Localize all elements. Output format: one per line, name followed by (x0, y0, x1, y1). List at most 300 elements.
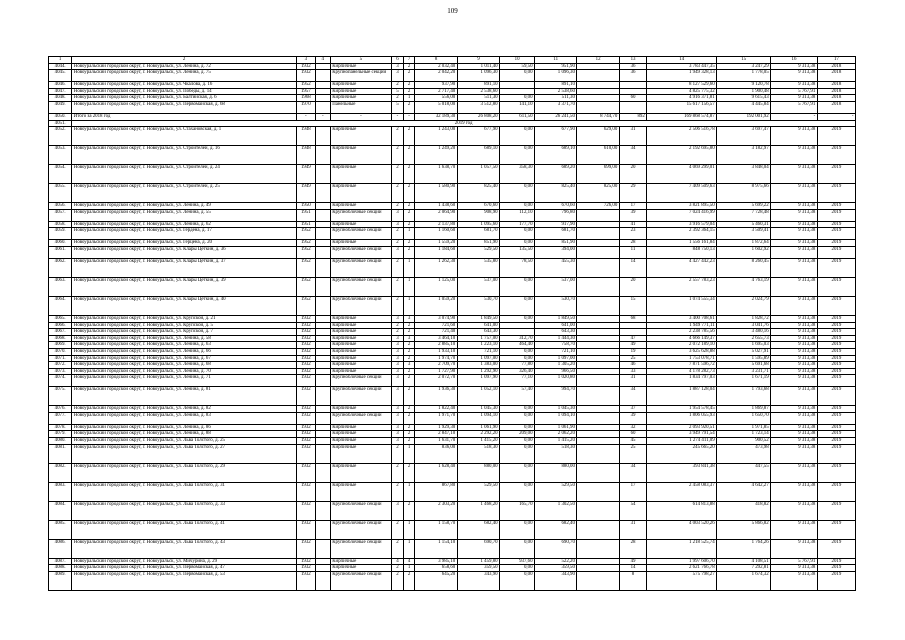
table-cell: 1932 (296, 565, 315, 572)
table-cell: 575 798,27 (647, 571, 717, 590)
table-cell: 2 (403, 387, 415, 406)
table-cell (315, 348, 330, 355)
table-cell: 4 (315, 57, 330, 64)
table-cell (315, 221, 330, 228)
table-cell: Крупноблочные секции (330, 501, 391, 520)
table-cell: 1 822,40 (415, 406, 457, 413)
table-cell: 4076. (49, 406, 72, 413)
table-cell: 2 (392, 146, 404, 165)
table-row (49, 246, 856, 258)
table-cell: Крупноблочные секции (330, 412, 391, 424)
table-cell: 1 302,50 (535, 501, 577, 520)
table-cell: 529,50 (457, 246, 499, 258)
table-row (49, 355, 856, 362)
table-cell: 2019 (817, 375, 855, 387)
table-cell: 1 095,60 (457, 221, 499, 228)
table-cell: 1 097,90 (457, 375, 499, 387)
table-cell: Новоуральский городской округ, г. Новоуральск, ул. Клары Цеткин, д. 37 (72, 258, 297, 277)
table-cell: 7 024 416,99 (647, 209, 717, 221)
table-cell: 358,30 (500, 165, 535, 184)
table-cell (577, 329, 619, 336)
table-cell: 2019 (817, 558, 855, 565)
table-cell: 689,10 (457, 146, 499, 165)
table-cell: 9 313,38 (771, 82, 818, 89)
table-cell: 1932 (296, 368, 315, 375)
table-cell: 394,00 (535, 246, 577, 258)
table-cell: 36 (619, 70, 647, 82)
table-cell: 4063. (49, 277, 72, 296)
table-cell: 2 (403, 329, 415, 336)
table-cell: 3 (392, 431, 404, 438)
table-cell: 4 825 775,32 (647, 88, 717, 95)
table-cell: 2 072,70 (415, 375, 457, 387)
table-cell: 721,60 (415, 322, 457, 329)
table-cell: 9 313,38 (771, 348, 818, 355)
table-cell: 4 642,27 (717, 482, 771, 501)
table-cell: 2 (392, 127, 404, 146)
table-cell: 2 (392, 184, 404, 203)
table-cell (577, 565, 619, 572)
table-cell: 4050. (49, 113, 72, 120)
table-cell: 1 628,40 (415, 463, 457, 482)
table-cell: 2019 (817, 539, 855, 558)
table-row (49, 362, 856, 369)
table-cell (577, 520, 619, 539)
table-cell: 2 (403, 184, 415, 203)
table-cell: Кирпичные (330, 431, 391, 438)
table-cell: 699,00 (577, 165, 619, 184)
table-cell: 530,70 (457, 296, 499, 315)
table-row (49, 221, 856, 228)
table-cell (619, 329, 647, 336)
table-cell (577, 342, 619, 349)
table-cell: 900,52 (717, 438, 771, 445)
table-cell: 0,00 (500, 228, 535, 240)
table-cell: 1 949 328,13 (647, 70, 717, 82)
table-cell: 4 (403, 558, 415, 565)
table-cell: 2 072 189,10 (647, 342, 717, 349)
table-row (49, 258, 856, 277)
table-cell: 5 767,91 (771, 101, 818, 113)
table-cell: 1952 (296, 82, 315, 89)
table-cell (577, 95, 619, 102)
table-cell (315, 520, 330, 539)
table-cell: 1 971,70 (415, 412, 457, 424)
table-cell: 5 (392, 88, 404, 95)
table-cell (315, 406, 330, 413)
table-cell: 1 849,50 (535, 315, 577, 322)
table-row (49, 348, 856, 355)
table-cell: 9 313,38 (771, 368, 818, 375)
table-cell (577, 70, 619, 82)
table-cell: 529,50 (457, 482, 499, 501)
table-cell: 473,98 (717, 444, 771, 463)
table-cell (577, 355, 619, 362)
table-cell: 0,00 (500, 95, 535, 102)
table-cell: 4074. (49, 375, 72, 387)
table-cell: 9 313,38 (771, 221, 818, 228)
table-cell: 758,70 (535, 342, 577, 349)
table-cell: 2 (403, 348, 415, 355)
table-cell: 2 (392, 258, 404, 277)
table-cell (577, 406, 619, 413)
table-cell: 4048. (49, 95, 72, 102)
table-cell: 209,00 (500, 431, 535, 438)
table-cell: 1 045,30 (535, 406, 577, 413)
table-cell: 892 (619, 113, 647, 120)
table-cell: Новоуральский городской округ, г. Новоуральск, ул. Ленина, д. 58 (72, 335, 297, 342)
table-cell: 825,40 (535, 184, 577, 203)
table-cell: 1952 (296, 240, 315, 247)
table-cell: 3 (392, 335, 404, 342)
table-cell: 1 872,64 (717, 240, 771, 247)
table-cell: 2 847,10 (415, 431, 457, 438)
table-cell: 9 313,38 (771, 431, 818, 438)
table-cell (315, 277, 330, 296)
table-cell: Новоуральский городской округ, г. Новоуральск, ул. Ленина, д. 63 (72, 342, 297, 349)
table-cell: 2 (403, 501, 415, 520)
table-cell: 2 538,60 (535, 88, 577, 95)
table-cell: 2 (403, 355, 415, 362)
table-cell: 4088. (49, 565, 72, 572)
table-cell: 917,90 (535, 221, 577, 228)
table-cell: 32 (619, 424, 647, 431)
table-cell: 9 313,38 (771, 329, 818, 336)
table-cell: 2 557 783,23 (647, 277, 717, 296)
table-cell: 1 887 128,04 (647, 387, 717, 406)
table-cell: 4061. (49, 246, 72, 258)
table-cell: 2019 (817, 501, 855, 520)
table-cell: Новоуральский городской округ, г. Новоуральск, ул. Ленина, д. 49 (72, 203, 297, 210)
table-cell: 1 778,05 (717, 70, 771, 82)
table-cell: 16 (771, 57, 818, 64)
table-cell: 682,40 (457, 520, 499, 539)
table-cell: 0,00 (500, 296, 535, 315)
table-cell: 5 767,91 (771, 88, 818, 95)
table-cell: Кирпичные (330, 444, 391, 463)
table-cell (315, 501, 330, 520)
table-cell: Новоуральский городской округ, г. Новоуральск, ул. Ленина, д. 55 (72, 209, 297, 221)
table-cell (315, 571, 330, 590)
table-cell: 825,00 (577, 184, 619, 203)
table-cell: 1 125,00 (415, 277, 457, 296)
table-cell: 4077. (49, 412, 72, 424)
table-cell: 9 313,38 (771, 375, 818, 387)
table-cell: 4044. (49, 63, 72, 70)
table-cell: 3 074,90 (415, 315, 457, 322)
table-cell: 2019 (817, 355, 855, 362)
table-cell: Итого за 2018 год (72, 113, 297, 120)
table-row (49, 539, 856, 558)
table-cell (577, 82, 619, 89)
table-cell: 1 052,10 (457, 387, 499, 406)
table-cell: 2 392 364,15 (647, 228, 717, 240)
table-cell: 3 182,97 (717, 146, 771, 165)
table-cell: 556,00 (415, 95, 457, 102)
table-cell: 4078. (49, 424, 72, 431)
table-cell: 1932 (296, 444, 315, 463)
table-cell: 4 108,51 (717, 558, 771, 565)
table-cell: 9 313,38 (771, 424, 818, 431)
table-cell: 1932 (296, 63, 315, 70)
table-cell (315, 88, 330, 95)
table-cell: 57,40 (500, 387, 535, 406)
table-cell: 4045. (49, 70, 72, 82)
table-cell: 393 841,38 (647, 463, 717, 482)
table-cell: 4059. (49, 228, 72, 240)
table-row (49, 558, 856, 565)
table-cell: 1 (403, 520, 415, 539)
page-number: 109 (447, 7, 458, 15)
table-cell: 9 313,38 (771, 95, 818, 102)
table-cell: 0,00 (500, 348, 535, 355)
table-row (49, 387, 856, 406)
table-row (49, 375, 856, 387)
table-cell: Новоуральский городской округ, г. Новоуральск, ул. Ленина, д. 66 (72, 348, 297, 355)
table-cell: Новоуральский городской округ, г. Новоуральск, ул. Крупской, д. 21 (72, 315, 297, 322)
table-cell: 682,40 (535, 520, 577, 539)
table-cell: 2 (403, 463, 415, 482)
table-cell: 614 813,88 (647, 501, 717, 520)
table-cell (315, 463, 330, 482)
table-cell: 2019 (817, 203, 855, 210)
table-cell: 0,00 (500, 565, 535, 572)
table-cell (315, 444, 330, 463)
table-cell: 4084. (49, 501, 72, 520)
table-row (49, 571, 856, 590)
table-cell: Крупноблочные секции (330, 228, 391, 240)
table-cell: 12 (577, 57, 619, 64)
table-cell: 4089. (49, 571, 72, 590)
table-cell (315, 165, 330, 184)
table-cell: 1 292,90 (457, 368, 499, 375)
table-cell: 9 313,38 (771, 438, 818, 445)
table-cell: 1 793,68 (717, 387, 771, 406)
table-cell: 4080. (49, 438, 72, 445)
table-cell: 112,10 (500, 209, 535, 221)
table-cell (315, 539, 330, 558)
table-cell (315, 315, 330, 322)
table-cell: Кирпичные (330, 335, 391, 342)
table-row (49, 296, 856, 315)
table-cell: 2019 (817, 329, 855, 336)
table-cell: 9 313,38 (771, 296, 818, 315)
table-cell: 2 (392, 240, 404, 247)
table-cell (315, 412, 330, 424)
table-row (49, 240, 856, 247)
table-cell: 9 313,38 (771, 444, 818, 463)
table-cell: 312,70 (500, 335, 535, 342)
table-cell: 2 (392, 165, 404, 184)
table-cell: 34 (619, 463, 647, 482)
table-cell (315, 228, 330, 240)
table-cell: 4067. (49, 329, 72, 336)
table-cell: 4056. (49, 203, 72, 210)
table-cell (315, 368, 330, 375)
table-cell: 34 (619, 387, 647, 406)
table-cell: 3 (392, 246, 404, 258)
table-cell: 2 292,20 (457, 431, 499, 438)
table-cell: 4047. (49, 88, 72, 95)
table-cell: 1932 (296, 362, 315, 369)
table-cell: Крупноблочные секции (330, 520, 391, 539)
table-cell: 2 (392, 444, 404, 463)
table-cell (577, 571, 619, 590)
table-cell: Крупнопанельные секции (330, 70, 391, 82)
table-cell: 1 468,20 (457, 501, 499, 520)
table-cell: 1 849,50 (457, 315, 499, 322)
table-cell: 1 160,60 (415, 228, 457, 240)
table-cell: 8 (415, 57, 457, 64)
table-cell: 851,90 (457, 240, 499, 247)
table-cell: 0,00 (500, 406, 535, 413)
table-cell: 1 834 797,03 (647, 375, 717, 387)
table-cell (577, 539, 619, 558)
table-cell: 9 313,38 (771, 315, 818, 322)
table-cell: Новоуральский городской округ, г. Новоуральск, ул. Ленина, д. 72 (72, 63, 297, 70)
table-cell: 4079. (49, 431, 72, 438)
table-cell: 4082. (49, 463, 72, 482)
table-cell: 4086. (49, 539, 72, 558)
table-cell: 641,00 (535, 322, 577, 329)
table-cell: 359,50 (457, 565, 499, 572)
table-cell: 1 011,40 (457, 63, 499, 70)
table-cell: 2019 (817, 127, 855, 146)
table-cell: 17 (817, 57, 855, 64)
table-cell: 8 975,66 (717, 184, 771, 203)
table-cell: 537,00 (457, 277, 499, 296)
table-cell (315, 63, 330, 70)
table-cell: 2018 (817, 95, 855, 102)
table-cell: 4 445,84 (717, 101, 771, 113)
table-cell: 39 (619, 209, 647, 221)
table-cell: 1 974,70 (415, 355, 457, 362)
table-cell: 9 313,38 (771, 412, 818, 424)
table-cell: Крупноблочные секции (330, 571, 391, 590)
table-cell: Новоуральский городской округ, г. Новоуральск, ул. Ленина, д. 83 (72, 412, 297, 424)
table-cell: 2 (403, 322, 415, 329)
table-cell: 2018 (817, 70, 855, 82)
table-cell: 17 (619, 203, 647, 210)
table-cell: Кирпичные (330, 438, 391, 445)
table-cell: Крупноблочные секции (330, 539, 391, 558)
table-cell: 3 231,71 (717, 368, 771, 375)
table-cell: Новоуральский городской округ, г. Новоуральск, ул. Льва Толстого, д. 31 (72, 482, 297, 501)
table-cell: 689,20 (535, 165, 577, 184)
table-cell: 9 313,38 (771, 63, 818, 70)
table-cell: 1 243,00 (415, 127, 457, 146)
table-cell: 3 (403, 315, 415, 322)
table-cell: Новоуральский городской округ, г. Новоуральск, ул. Клары Цеткин, д. 39 (72, 277, 297, 296)
table-cell: 1 383,00 (457, 362, 499, 369)
table-cell: 1 097,00 (457, 355, 499, 362)
table-cell: 13 (619, 57, 647, 64)
table-cell: 1 (403, 565, 415, 572)
table-cell: 7 728,48 (717, 209, 771, 221)
table-cell: Панельные (330, 101, 391, 113)
table-cell: 3 (403, 362, 415, 369)
table-cell: 1 (403, 296, 415, 315)
table-cell (500, 329, 535, 336)
table-cell: 1 305,20 (535, 362, 577, 369)
table-cell: Крупноблочные секции (330, 375, 391, 387)
table-cell: 2 (403, 375, 415, 387)
table-cell: 359,50 (535, 565, 577, 572)
table-cell: 1932 (296, 431, 315, 438)
table-cell: 3 400 708,61 (647, 315, 717, 322)
table-cell: Крупноблочные секции (330, 246, 391, 258)
table-cell (577, 315, 619, 322)
table-cell: 2019 (817, 221, 855, 228)
table-cell: Кирпичные (330, 221, 391, 228)
table-cell: 1932 (296, 412, 315, 424)
table-row (49, 165, 856, 184)
table-cell: 1 094,10 (535, 412, 577, 424)
table-row (49, 406, 856, 413)
table-cell: 2019 (817, 387, 855, 406)
table-cell: 2 238 785,56 (647, 329, 717, 336)
table-cell: 1 727,90 (415, 368, 457, 375)
table-cell (577, 221, 619, 228)
table-cell: Новоуральский городской округ, г. Новоуральск, ул. Ленина, д. 68 (72, 362, 297, 369)
table-cell: Новоуральский городской округ, г. Новоуральск, ул. Ленина, д. 82 (72, 406, 297, 413)
table-cell: 643,30 (535, 329, 577, 336)
table-cell: 3 (392, 209, 404, 221)
table-cell: 2 (403, 431, 415, 438)
table-cell: Новоуральский городской округ, г. Новоуральск, ул. Ленина, д. 70 (72, 368, 297, 375)
table-cell: 2 (403, 165, 415, 184)
table-cell: 1 828,72 (717, 315, 771, 322)
total-row (49, 113, 856, 120)
table-cell: 17 (619, 482, 647, 501)
table-cell: 1 764,26 (717, 539, 771, 558)
table-cell: 245 665,20 (647, 444, 717, 463)
table-cell: 530,70 (535, 296, 577, 315)
table-cell: 1 949 771,11 (647, 322, 717, 329)
table-cell (315, 387, 330, 406)
table-cell (315, 209, 330, 221)
table-cell: 2019 (817, 322, 855, 329)
table-cell: 2 024,79 (717, 296, 771, 315)
table-cell: 1970 (296, 101, 315, 113)
table-cell: 6 (392, 57, 404, 64)
table-cell: 3 783 447,35 (647, 63, 717, 70)
table-cell: 1 929,30 (415, 424, 457, 431)
table-cell: 2 (403, 424, 415, 431)
table-cell: Новоуральский городской округ, г. Новоуральск, ул. Клары Цеткин, д. 40 (72, 296, 297, 315)
table-cell: 908,90 (457, 209, 499, 221)
table-cell (315, 431, 330, 438)
table-cell: Кирпичные (330, 355, 391, 362)
table-cell: 3 (392, 424, 404, 431)
table-cell (315, 184, 330, 203)
table-cell: 1932 (296, 322, 315, 329)
table-cell: 1 559,20 (415, 240, 457, 247)
table-cell: 4051. (49, 120, 72, 127)
table-cell: 2019 (817, 424, 855, 431)
table-cell: 658,60 (415, 565, 457, 572)
table-cell: 848 750,13 (647, 246, 717, 258)
table-row (49, 315, 856, 322)
table-cell: 2019 (817, 209, 855, 221)
table-cell: 2019 (817, 277, 855, 296)
table-cell (500, 88, 535, 95)
table-cell: 0,00 (500, 240, 535, 247)
table-cell: 1 074 555,34 (647, 296, 717, 315)
table-cell (577, 431, 619, 438)
table-cell: 14 (619, 258, 647, 277)
table-cell: 690,70 (535, 539, 577, 558)
